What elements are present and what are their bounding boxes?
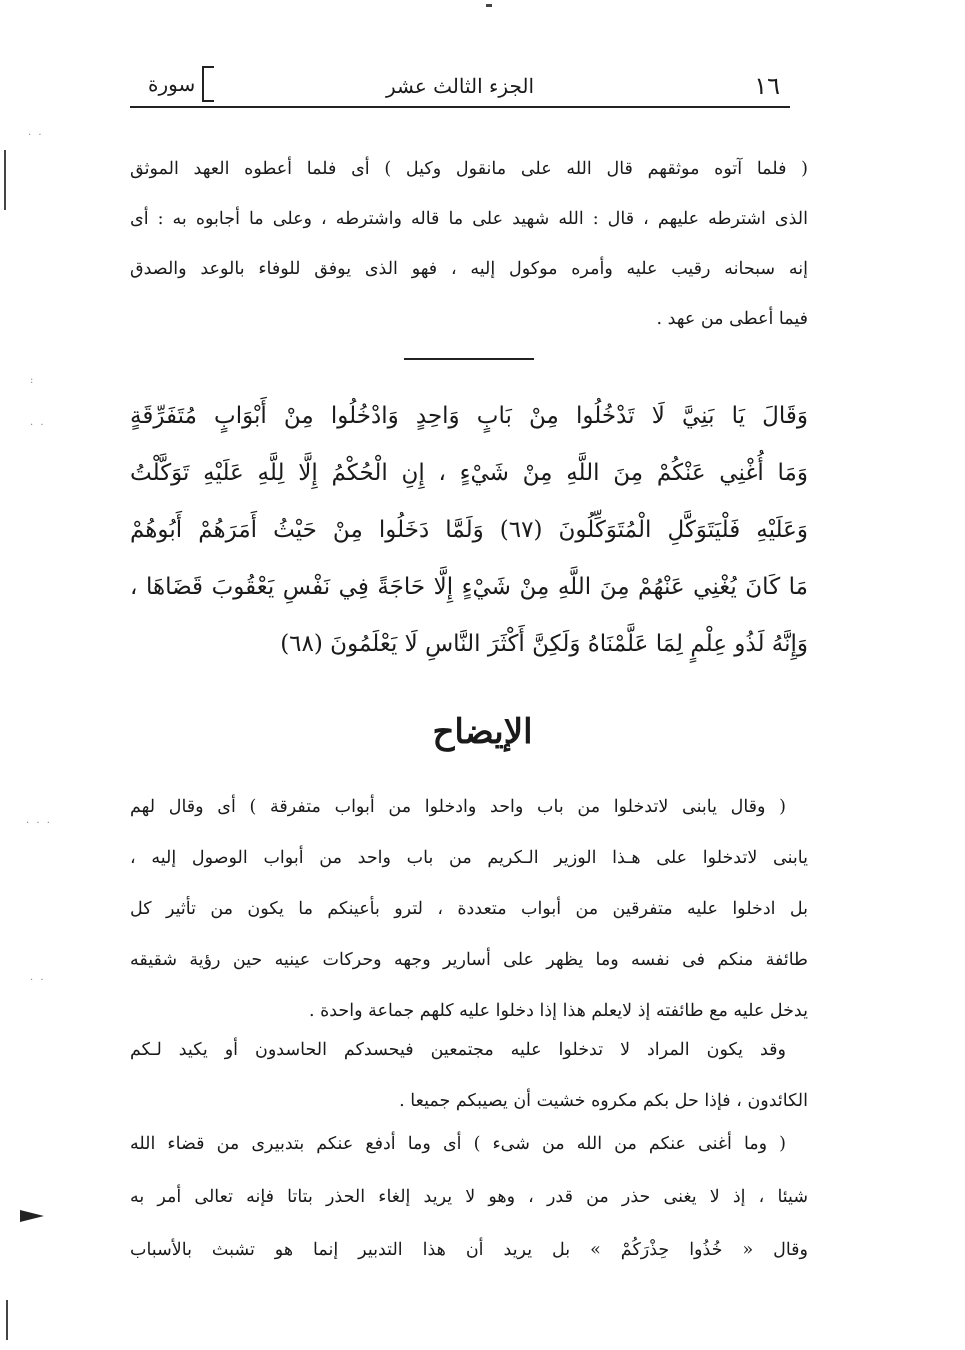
text-line: بل ادخلوا عليه متفرقين من أبواب متعددة ، لترو بأعينكم ما يكون من تأثير كل — [130, 899, 808, 919]
text-line: ( وقال يابنى لاتدخلوا من باب واحد وادخلوا من أبواب متفرقة ) أى وقال لهم — [130, 797, 786, 817]
text-line: وقال « خُذُوا حِذْرَكُمْ » بل يريد أن هذا التدبير إنما هو تشبث بالأسباب — [130, 1240, 808, 1260]
text-line: يابنى لاتدخلوا على هـذا الوزير الـكريم من باب واحد من أبواب الوصول إليه ، — [130, 848, 808, 868]
scan-margin-line — [4, 150, 6, 210]
explanation-paragraph — [130, 1025, 808, 1127]
surah-label: سورة — [148, 72, 196, 96]
scan-speckle: · · — [30, 420, 46, 431]
text-line: شيئا ، إذ لا يغنى حذر من قدر ، وهو لا يريد إلغاء الحذر بتاتا فإنه تعالى أمر به — [130, 1187, 808, 1207]
explanation-paragraph — [130, 782, 808, 1037]
text-line: ( وما أغنى عنكم من الله من شىء ) أى وما أدفع عنكم بتدبيرى من قضاء الله — [130, 1134, 786, 1154]
scan-speckle: : — [30, 375, 36, 386]
running-title: الجزء الثالث عشر — [385, 74, 535, 98]
verses-block — [130, 388, 808, 673]
text-line: يدخل عليه مع طائفته إذ لايعلم هذا إذا دخلوا عليه كلهم جماعة واحدة . — [308, 1001, 808, 1021]
scan-top-mark — [486, 4, 492, 7]
text-line: إنه سبحانه رقيب عليه وأمره موكول إليه ، فهو الذى يوفق للوفاء بالوعد والصدق — [130, 259, 808, 279]
section-heading: الإيضاح — [432, 712, 533, 752]
intro-paragraph — [130, 144, 808, 344]
scan-speckle: · · — [30, 975, 46, 986]
page-number: ١٦ — [754, 72, 780, 100]
text-line: وقد يكون المراد لا تدخلوا عليه مجتمعين فيحسدكم الحاسدون أو يكيد لـكم — [130, 1040, 786, 1060]
scan-speckle: · · — [28, 130, 44, 141]
text-line: ( فلما آتوه موثقهم قال الله على مانقول وكيل ) أى فلما أعطوه العهد الموثق — [130, 159, 808, 179]
scan-margin-line — [6, 1300, 8, 1340]
verse-line: مَا كَانَ يُغْنِي عَنْهُمْ مِنَ اللَّهِ مِنْ شَيْءٍ إِلَّا حَاجَةً فِي نَفْسِ يَعْقُوبَ قَضَاهَا ، — [130, 574, 808, 600]
verse-line: وَعَلَيْهِ فَلْيَتَوَكَّلِ الْمُتَوَكِّلُونَ (٦٧) وَلَمَّا دَخَلُوا مِنْ حَيْثُ أَمَرَهُمْ أَبُوهُمْ — [130, 517, 808, 543]
verse-line: وَمَا أُغْنِي عَنْكُمْ مِنَ اللَّهِ مِنْ شَيْءٍ ، إِنِ الْحُكْمُ إِلَّا لِلَّهِ عَلَيْهِ تَوَكَّلْتُ — [130, 460, 808, 486]
running-header — [130, 62, 790, 108]
text-line: فيما أعطى من عهد . — [656, 309, 808, 329]
verse-line: وَإِنَّهُ لَذُو عِلْمٍ لِمَا عَلَّمْنَاهُ وَلَكِنَّ أَكْثَرَ النَّاسِ لَا يَعْلَمُونَ (٦٨) — [280, 631, 808, 657]
scan-speckle: · · · — [26, 818, 52, 829]
verse-line: وَقَالَ يَا بَنِيَّ لَا تَدْخُلُوا مِنْ بَابٍ وَاحِدٍ وَادْخُلُوا مِنْ أَبْوَابٍ مُتَفَرِّقَةٍ — [130, 403, 808, 429]
explanation-paragraph — [130, 1118, 808, 1277]
text-line: الكائدون ، فإذا حل بكم مكروه خشيت أن يصيبكم جميعا . — [399, 1091, 808, 1111]
bracket-icon — [202, 66, 214, 102]
text-line: الذى اشترطه عليهم ، قال : الله شهيد على ما قاله واشترطه ، وعلى ما أجابوه به : أى — [130, 209, 808, 229]
text-line: طائفة منكم فى نفسه وما يظهر على أسارير وجهه وحركات عينيه حين رؤية شقيقه — [130, 950, 808, 970]
margin-arrow-icon — [20, 1210, 44, 1222]
section-divider — [404, 358, 534, 360]
